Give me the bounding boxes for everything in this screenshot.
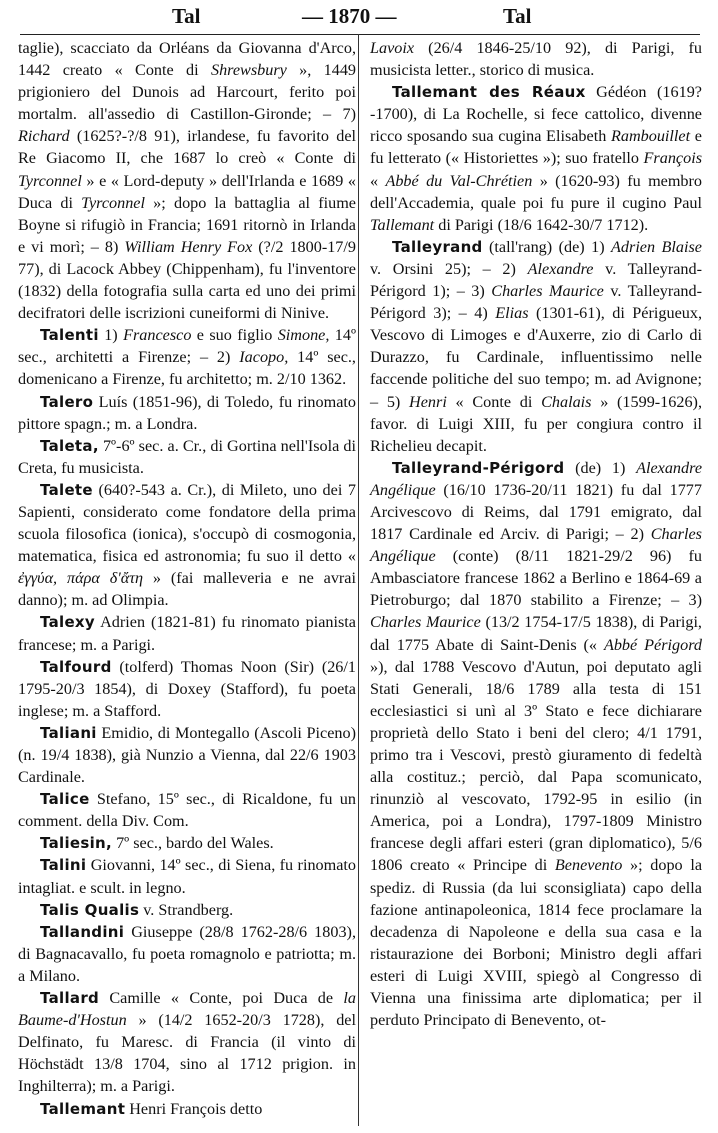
header-right-guideword: Tal [503, 4, 532, 28]
headword: Talexy [40, 613, 95, 632]
entry-talis-qualis: Talis Qualis v. Strandberg. [40, 900, 234, 919]
entry-tallandini: Tallandini Giuseppe (28/8 1762-28/6 1803), di Bagnacavallo, fu poeta romagnolo e patriotta; m. a Milano. [18, 922, 356, 985]
entry-talleyrand: Talleyrand (tall'rang) (de) 1) Adrien Blaise v. Orsini 25); – 2) Alexandre v. Talleyrand-Périgord 1); – 3) Charles Maurice v. Talleyrand-Périgord 3); – 4) Elias (1301-61), di Périgueux, Vescovo di Limoges e d'Auxerre, zio di Carlo di Durazzo, fu Cardinale, influentissimo nelle faccende politiche del suo tempo; m. ad Avignone; – 5) Henri « Conte di Chalais » (1599-1626), favor. di Luigi XIII, fu per congiura contro il Richelieu decapit. [370, 237, 702, 455]
right-column [370, 37, 702, 1031]
entry-talice: Talice Stefano, 15º sec., di Ricaldone, fu un comment. della Div. Com. [18, 790, 356, 831]
entry-taleta: Taleta, 7º-6º sec. a. Cr., di Gortina nell'Isola di Creta, fu musicista. [18, 436, 356, 477]
headword: Talini [40, 856, 87, 875]
page-number: — 1870 — [302, 4, 397, 28]
column-divider [358, 34, 359, 1126]
headword: Tallard [40, 989, 100, 1008]
headword: Tallemant [40, 1099, 126, 1118]
headword: Talice [40, 790, 90, 809]
entry-talero: Talero Luís (1851-96), di Toledo, fu rinomato pittore spagn.; m. a Londra. [18, 392, 356, 433]
header-left-guideword: Tal [172, 4, 201, 28]
entry-taliani: Taliani Emidio, di Montegallo (Ascoli Piceno) (n. 19/4 1838), già Nunzio a Vienna, dal 22/6 1903 Cardinale. [18, 723, 356, 787]
headword: Talleyrand-Périgord [392, 458, 565, 477]
entry-talfourd: Talfourd (tolferd) Thomas Noon (Sir) (26/1 1795-20/3 1854), di Doxey (Stafford), fu poeta inglese; m. a Stafford. [18, 657, 356, 720]
left-column [18, 37, 356, 1120]
entry-tallard: Tallard Camille « Conte, poi Duca de la Baume-d'Hostun » (14/2 1652-20/3 1728), del Delfinato, fu Maresc. di Francia (il vinto di Höchstädt 13/8 1704, sino al 1712 prigion. in Inghilterra); m. a Parigi. [18, 989, 356, 1096]
entry-talete: Talete (640?-543 a. Cr.), di Mileto, uno dei 7 Sapienti, considerato come fondatore della prima scuola filosofica (ionica), s'occupò di cosmogonia, matematica, fisica ed astronomia; fu suo il detto « ἐγγύα, πάρα δ'ἄτη » (fai malleveria e ne avrai danno); m. ad Olimpia. [18, 480, 356, 610]
headword: Talete [40, 480, 93, 499]
entry-continuation: Lavoix (26/4 1846-25/10 92), di Parigi, fu musicista letter., storico di musica. [370, 39, 702, 80]
headword: Taliesin, [40, 834, 113, 853]
entry-talenti: Talenti 1) Francesco e suo figlio Simone, 14º sec., architetti a Firenze; – 2) Iacopo, 14º sec., domenicano a Firenze, fu architetto; m. 2/10 1362. [18, 326, 356, 389]
header-rule [20, 34, 700, 35]
headword: Talleyrand [392, 237, 483, 256]
entry-tallemant: Tallemant Henri François detto [40, 1099, 263, 1118]
entry-talleyrand-perigord: Talleyrand-Périgord (de) 1) Alexandre Angélique (16/10 1736-20/11 1821) fu dal 1777 Arcivescovo di Reims, dal 1791 emigrato, dal 1817 Cardinale ed Arciv. di Parigi; – 2) Charles Angélique (conte) (8/11 1821-29/2 96) fu Ambasciatore francese 1862 a Berlino e 1864-69 a Pietroburgo; dal 1870 stabilito a Firenze; – 3) Charles Maurice (13/2 1754-17/5 1838), di Parigi, dal 1775 Abate di Saint-Denis (« Abbé Périgord »), dal 1788 Vescovo d'Autun, poi deputato agli Stati Generali, 18/6 1789 alla testa di 151 ecclesiastici si unì al 3º Stato e fece dichiarare proprietà dello Stato i beni del clero; 4/1 1791, primo tra i Vescovi, prestò giuramento di fedeltà alla costituz.; perciò, dal Papa scomunicato, rinunziò al vescovato, 1792-95 in esilio (in America, poi a Londra), 1797-1809 Ministro francese degli affari esteri (gran diplomatico), 5/6 1806 creato « Principe di Benevento »; dopo la spediz. di Russia (da lui sconsigliata) capo della fazione antinapoleonica, 1814 fece proclamare la decadenza di Napoleone e della sua casa e la ristaurazione dei Borboni; Ministro degli affari esteri di Luigi XVIII, spiegò al Congresso di Vienna una finissima arte diplomatica; per il perduto Principato di Benevento, ot- [370, 458, 702, 1030]
headword: Talero [40, 392, 94, 411]
entry-taliesin: Taliesin, 7º sec., bardo del Wales. [40, 834, 274, 853]
entry-continuation: taglie), scacciato da Orléans da Giovanna d'Arco, 1442 creato « Conte di Shrewsbury », 1449 prigioniero del Dunois ad Harcourt, ferito poi mortalm. all'assedio di Castillon-Gironde; – 7) Richard (1625?-?/8 91), irlandese, fu favorito del Re Giacomo II, che 1687 lo creò « Conte di Tyrconnel » e « Lord-deputy » dell'Irlanda e 1689 « Duca di Tyrconnel »; dopo la battaglia al fiume Boyne si rifugiò in Francia; 1691 ritornò in Irlanda e vi morì; – 8) William Henry Fox (?/2 1800-17/9 77), di Lacock Abbey (Chippenham), fu l'inventore (1832) della fotografia sulla carta ed uno dei primi decifratori delle iscrizioni cuneiformi di Ninive. [18, 39, 357, 323]
entry-talexy: Talexy Adrien (1821-81) fu rinomato pianista francese; m. a Parigi. [18, 613, 356, 654]
headword: Tallemant des Réaux [392, 83, 586, 102]
headword: Tallandini [40, 922, 125, 941]
page-header [0, 0, 718, 36]
headword: Talenti [40, 326, 99, 345]
headword: Talis Qualis [40, 900, 140, 919]
entry-tallemant-des-reaux: Tallemant des Réaux Gédéon (1619?-1700), di La Rochelle, si fece cattolico, divenne ricco sposando sua cugina Elisabeth Rambouillet e fu letterato (« Historiettes »); suo fratello François « Abbé du Val-Chrétien » (1620-93) fu membro dell'Accademia, quale poi fu pure il cugino Paul Tallemant di Parigi (18/6 1642-30/7 1712). [370, 83, 703, 234]
headword: Taleta, [40, 436, 99, 455]
entry-talini: Talini Giovanni, 14º sec., di Siena, fu rinomato intagliat. e scult. in legno. [18, 856, 356, 897]
headword: Talfourd [40, 657, 112, 676]
headword: Taliani [40, 723, 97, 742]
